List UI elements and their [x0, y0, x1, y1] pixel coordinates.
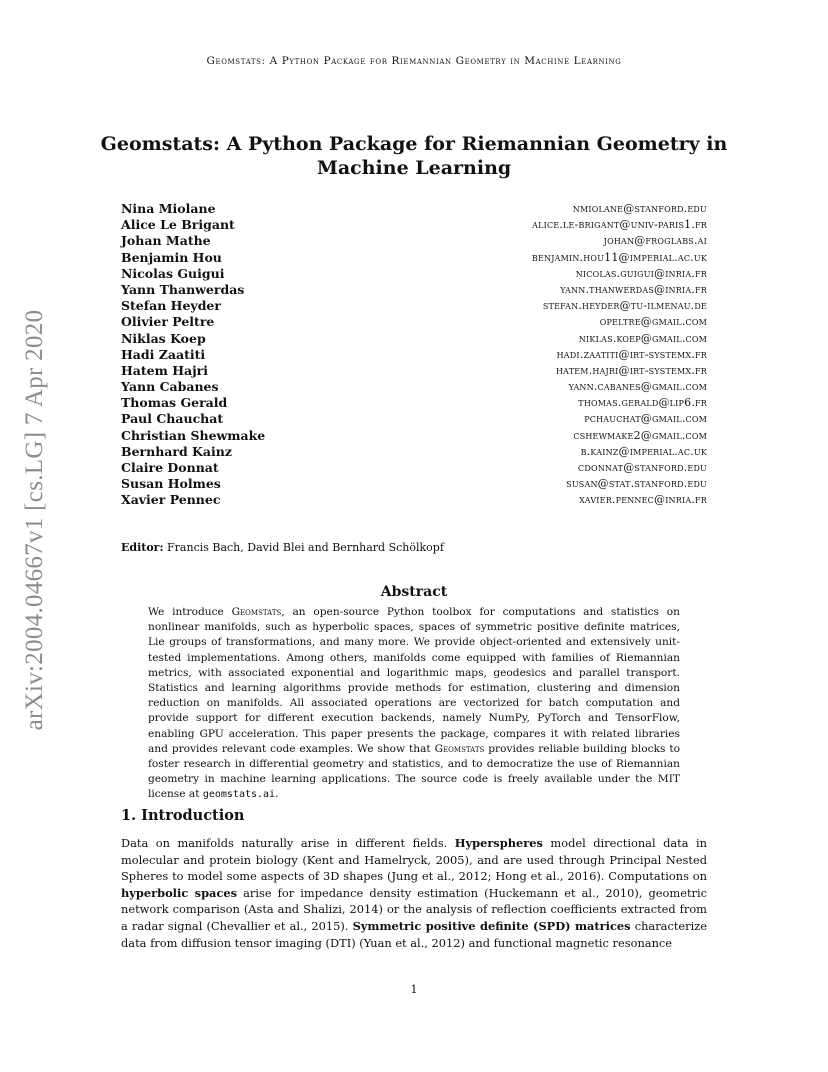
author-name: Niklas Koep	[121, 330, 206, 346]
author-row	[121, 460, 707, 476]
author-row	[121, 266, 707, 282]
author-list	[121, 201, 707, 509]
author-name: Susan Holmes	[121, 476, 221, 492]
abstract-segment: , an open-source Python toolbox for computations and statistics on nonlinear manifolds, such as hyperbolic spaces, spaces of symmetric positive definite matrices, Lie groups of transformations, and many more. We provide object-oriented and extensively unit-tested implementations. Among others, manifolds come equipped with families of Riemannian metrics, with associated exponential and logarithmic maps, geodesics and parallel transport. Statistics and learning algorithms provide methods for estimation, clustering and dimension reduction on manifolds. All associated operations are vectorized for batch computation and provide support for different execution backends, namely NumPy, PyTorch and TensorFlow, enabling GPU acceleration. This paper presents the package, compares it with related libraries and provides relevant code examples. We show that	[148, 606, 680, 755]
section-heading-introduction: 1. Introduction	[121, 807, 245, 824]
author-email[interactable]: cdonnat@stanford.edu	[578, 461, 707, 474]
author-name: Hadi Zaatiti	[121, 346, 206, 362]
author-email[interactable]: susan@stat.stanford.edu	[566, 477, 707, 491]
author-email[interactable]: alice.le-brigant@univ-paris1.fr	[532, 218, 707, 232]
abstract-heading: Abstract	[380, 584, 448, 600]
intro-keyword: hyperbolic spaces	[121, 885, 238, 900]
abstract-segment: We introduce	[148, 606, 232, 618]
intro-segment: arise for impedance density estimation (Huckemann et al., 2010), geometric network comparison (Asta and Shalizi, 2014) or the analysis of reflection coefficients extracted from a radar signal (Chevallier et al., 2015).	[121, 885, 707, 933]
abstract-segment: .	[275, 788, 279, 801]
author-name: Xavier Pennec	[121, 492, 221, 508]
author-name: Christian Shewmake	[121, 427, 266, 443]
author-email[interactable]: nmiolane@stanford.edu	[572, 202, 707, 215]
page-number: 1	[410, 983, 418, 996]
author-row	[121, 428, 707, 444]
author-row	[121, 250, 707, 266]
author-email[interactable]: pchauchat@gmail.com	[584, 412, 707, 426]
author-email[interactable]: b.kainz@imperial.ac.uk	[580, 444, 707, 458]
author-row	[121, 379, 707, 395]
author-row	[121, 492, 707, 508]
intro-keyword: Hyperspheres	[454, 836, 543, 850]
author-name: Yann Thanwerdas	[121, 281, 245, 297]
abstract-segment: provides reliable building blocks to foster research in differential geometry and statistics, and to democratize the use of Riemannian geometry in machine learning applications. The source code is freely available under the MIT license at	[148, 742, 680, 801]
author-name: Stefan Heyder	[121, 298, 221, 314]
author-row	[121, 217, 707, 233]
author-email[interactable]: yann.thanwerdas@inria.fr	[560, 282, 707, 296]
author-name: Bernhard Kainz	[121, 443, 232, 459]
abstract-text	[148, 605, 680, 803]
author-email[interactable]: johan@froglabs.ai	[603, 234, 707, 248]
author-name: Hatem Hajri	[121, 362, 208, 378]
author-row	[121, 363, 707, 379]
editor-line	[121, 541, 444, 554]
paper-title: Geomstats: A Python Package for Riemannian Geometry in Machine Learning	[100, 133, 728, 179]
author-email[interactable]: thomas.gerald@lip6.fr	[578, 396, 707, 410]
author-row	[121, 298, 707, 314]
author-row	[121, 233, 707, 249]
author-name: Claire Donnat	[121, 460, 219, 475]
editor-label: Editor:	[121, 541, 164, 554]
author-email[interactable]: xavier.pennec@inria.fr	[579, 493, 707, 507]
author-email[interactable]: niklas.koep@gmail.com	[578, 331, 707, 345]
author-row	[121, 444, 707, 460]
author-name: Alice Le Brigant	[121, 217, 235, 233]
author-email[interactable]: yann.cabanes@gmail.com	[568, 380, 707, 394]
intro-keyword: Symmetric positive definite (SPD) matrices	[352, 918, 631, 933]
author-row	[121, 395, 707, 411]
intro-segment: characterize data from diffusion tensor imaging (DTI) (Yuan et al., 2012) and functional magnetic resonance	[121, 918, 707, 950]
author-row	[121, 347, 707, 363]
author-email[interactable]: hatem.hajri@irt-systemx.fr	[556, 363, 707, 377]
author-name: Nina Miolane	[121, 201, 216, 216]
author-row	[121, 411, 707, 427]
author-row	[121, 314, 707, 330]
author-name: Thomas Gerald	[121, 395, 228, 411]
author-name: Yann Cabanes	[121, 379, 219, 395]
running-head: Geomstats: A Python Package for Riemannian Geometry in Machine Learning	[206, 55, 622, 67]
author-email[interactable]: cshewmake2@gmail.com	[573, 428, 707, 442]
author-email[interactable]: stefan.heyder@tu-ilmenau.de	[542, 299, 707, 313]
intro-segment: Data on manifolds naturally arise in different fields.	[121, 836, 455, 850]
author-row	[121, 331, 707, 347]
author-row	[121, 476, 707, 492]
author-name: Nicolas Guigui	[121, 265, 225, 281]
author-email[interactable]: hadi.zaatiti@irt-systemx.fr	[556, 347, 707, 361]
arxiv-identifier-stamp: arXiv:2004.04667v1 [cs.LG] 7 Apr 2020	[21, 309, 48, 731]
author-name: Johan Mathe	[121, 233, 211, 249]
source-url[interactable]: geomstats.ai	[202, 789, 276, 801]
package-name: Geomstats	[434, 742, 485, 755]
editor-names: Francis Bach, David Blei and Bernhard Schölkopf	[167, 541, 444, 554]
package-name: Geomstats	[231, 606, 282, 618]
author-name: Olivier Peltre	[121, 314, 215, 330]
author-name: Benjamin Hou	[121, 249, 222, 265]
author-row	[121, 201, 707, 217]
author-email[interactable]: nicolas.guigui@inria.fr	[575, 266, 707, 280]
author-email[interactable]: benjamin.hou11@imperial.ac.uk	[531, 250, 707, 264]
author-name: Paul Chauchat	[121, 411, 224, 427]
intro-segment: model directional data in molecular and protein biology (Kent and Hamelryck, 2005), and are used through Principal Nested Spheres to model some aspects of 3D shapes (Jung et al., 2012; Hong et al., 2016). Computations on	[121, 836, 707, 884]
author-row	[121, 282, 707, 298]
introduction-paragraph	[121, 835, 707, 951]
author-email[interactable]: opeltre@gmail.com	[599, 315, 707, 329]
